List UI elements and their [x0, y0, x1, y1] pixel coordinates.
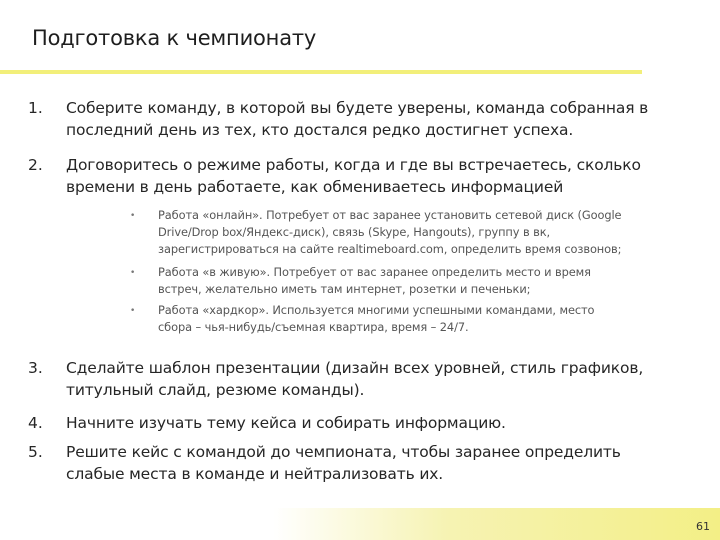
sub-item-text: [158, 264, 698, 298]
bullet-icon: •: [130, 268, 136, 278]
text-line: Договоритесь о режиме работы, когда и где вы встречаетесь, сколько: [66, 156, 641, 174]
footer-band: [0, 508, 720, 540]
text-line: слабые места в команде и нейтрализовать их.: [66, 465, 444, 483]
text-line: Соберите команду, в которой вы будете уверены, команда собранная в: [66, 99, 649, 117]
list-item-text: [66, 412, 706, 434]
list-item-text: [66, 357, 706, 401]
text-line: титульный слайд, резюме команды).: [66, 381, 365, 399]
list-number: 4.: [28, 414, 43, 432]
slide-title: Подготовка к чемпионату: [32, 26, 317, 50]
text-line: Решите кейс с командой до чемпионата, чтобы заранее определить: [66, 443, 621, 461]
list-number: 5.: [28, 443, 43, 461]
list-number: 2.: [28, 156, 43, 174]
list-item-text: [66, 154, 706, 198]
list-number: 1.: [28, 99, 43, 117]
text-line: Сделайте шаблон презентации (дизайн всех уровней, стиль графиков,: [66, 359, 644, 377]
list-number: 3.: [28, 359, 43, 377]
text-line: Работа «в живую». Потребует от вас заранее определить место и время: [158, 265, 591, 279]
text-line: Работа «онлайн». Потребует от вас заранее установить сетевой диск (Google: [158, 208, 622, 222]
sub-item-text: [158, 302, 698, 336]
list-item-text: [66, 441, 706, 485]
text-line: времени в день работаете, как обмениваетесь информацией: [66, 178, 564, 196]
text-line: Работа «хардкор». Используется многими успешными командами, место: [158, 303, 595, 317]
text-line: Начните изучать тему кейса и собирать информацию.: [66, 414, 506, 432]
text-line: зарегистрироваться на сайте realtimeboard.com, определить время созвонов;: [158, 241, 622, 256]
bullet-icon: •: [130, 306, 136, 316]
page-number: 61: [696, 520, 710, 533]
text-line: встреч, желательно иметь там интернет, розетки и печеньки;: [158, 281, 531, 296]
bullet-icon: •: [130, 211, 136, 221]
text-line: Drive/Drop box/Яндекс-диск), связь (Skype, Hangouts), группу в вк,: [158, 224, 550, 239]
title-underline: [0, 70, 642, 74]
sub-item-text: [158, 207, 698, 257]
list-item-text: [66, 97, 706, 141]
text-line: сбора – чья-нибудь/съемная квартира, время – 24/7.: [158, 319, 469, 334]
text-line: последний день из тех, кто достался редко достигнет успеха.: [66, 121, 574, 139]
